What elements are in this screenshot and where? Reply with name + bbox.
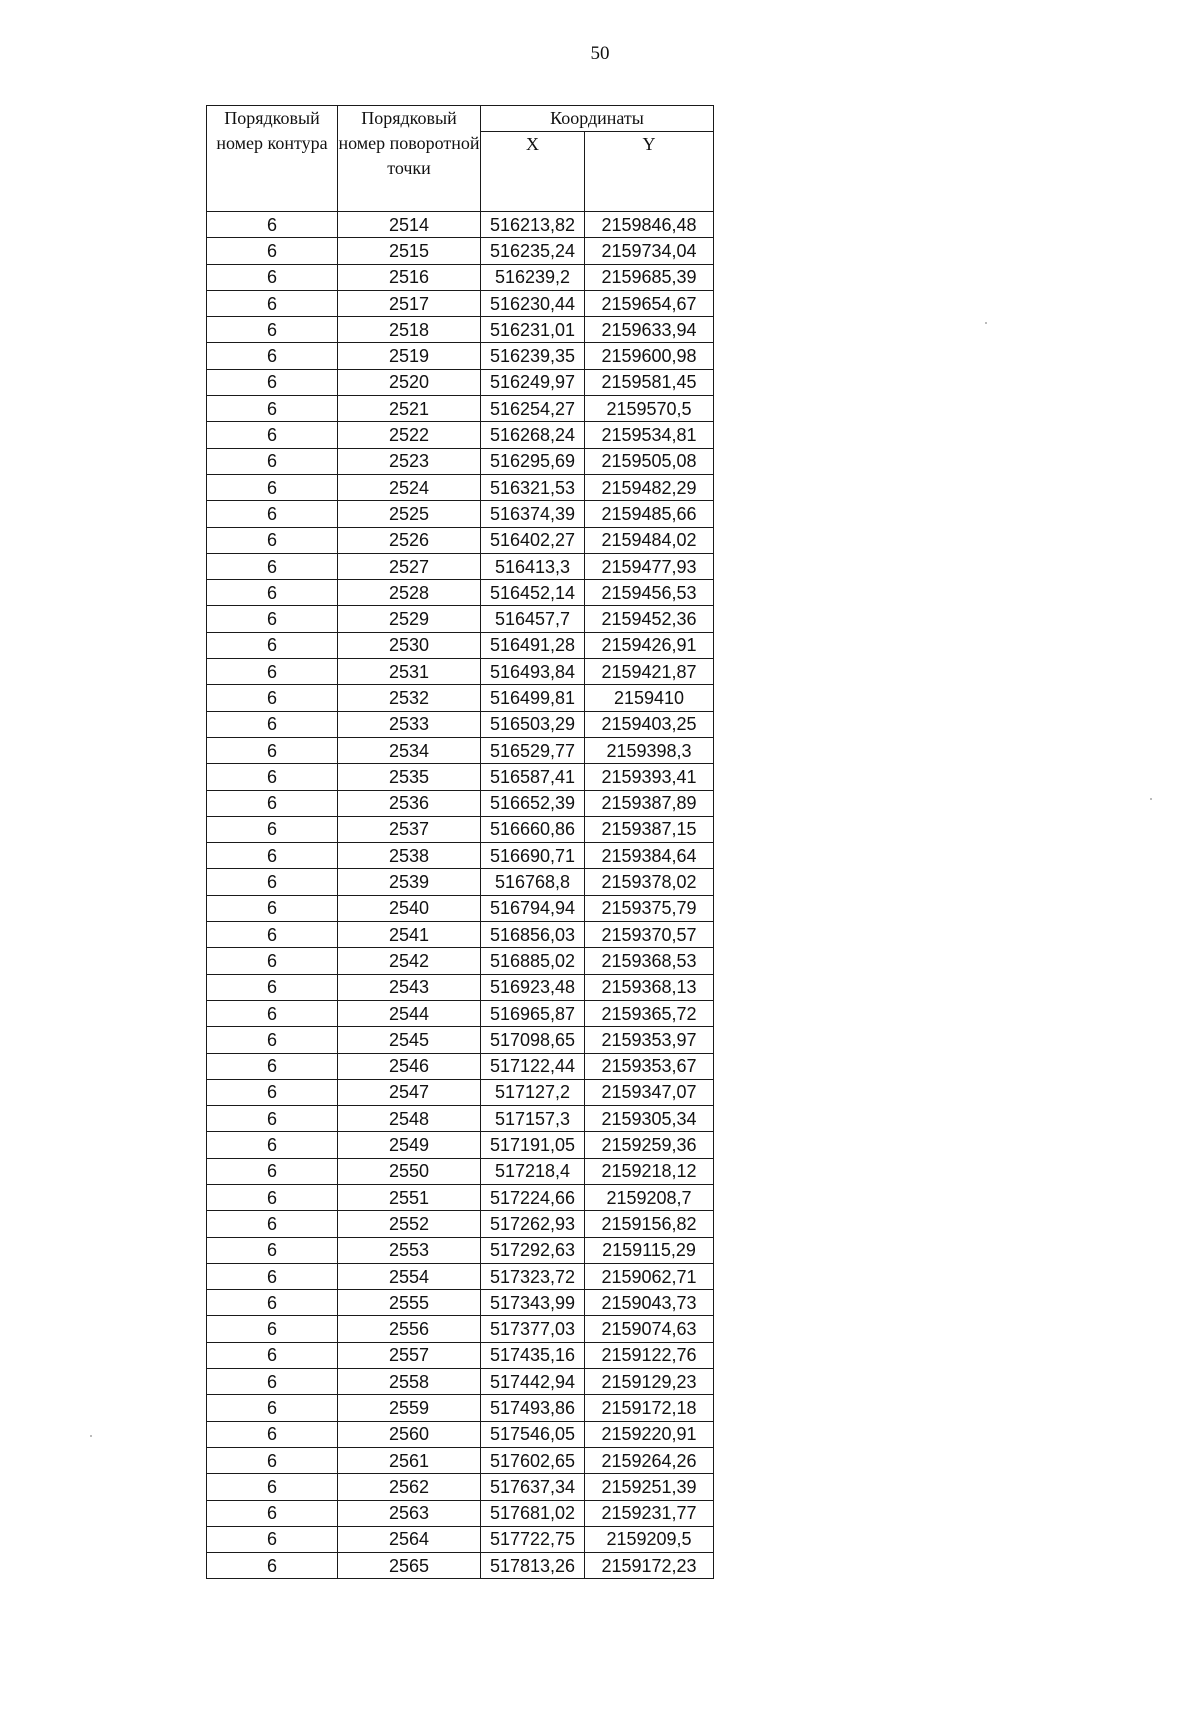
- table-row: [207, 580, 714, 606]
- y-coordinate-cell: 2159581,45: [585, 369, 714, 395]
- point-number-cell: 2540: [338, 895, 481, 921]
- x-coordinate-cell: 516239,35: [481, 343, 585, 369]
- contour-number-cell: 6: [207, 343, 338, 369]
- contour-number-cell: 6: [207, 1263, 338, 1289]
- table-row: [207, 1000, 714, 1026]
- table-row: [207, 1369, 714, 1395]
- table-row: [207, 843, 714, 869]
- x-coordinate-cell: 516249,97: [481, 369, 585, 395]
- contour-number-cell: 6: [207, 422, 338, 448]
- contour-number-cell: 6: [207, 1237, 338, 1263]
- point-number-cell: 2519: [338, 343, 481, 369]
- contour-number-cell: 6: [207, 580, 338, 606]
- point-number-cell: 2558: [338, 1369, 481, 1395]
- table-row: [207, 1526, 714, 1552]
- table-row: [207, 606, 714, 632]
- point-number-cell: 2520: [338, 369, 481, 395]
- point-number-cell: 2514: [338, 212, 481, 238]
- table-row: [207, 1474, 714, 1500]
- y-coordinate-cell: 2159477,93: [585, 553, 714, 579]
- x-coordinate-cell: 516499,81: [481, 685, 585, 711]
- point-number-cell: 2547: [338, 1079, 481, 1105]
- x-coordinate-cell: 516402,27: [481, 527, 585, 553]
- x-coordinate-cell: 517262,93: [481, 1211, 585, 1237]
- contour-number-cell: 6: [207, 1447, 338, 1473]
- x-coordinate-cell: 517435,16: [481, 1342, 585, 1368]
- header-point-number: Порядковый номер поворотной точки: [338, 106, 481, 212]
- point-number-cell: 2532: [338, 685, 481, 711]
- table-row: [207, 474, 714, 500]
- contour-number-cell: 6: [207, 632, 338, 658]
- table-row: [207, 264, 714, 290]
- y-coordinate-cell: 2159370,57: [585, 922, 714, 948]
- x-coordinate-cell: 517224,66: [481, 1184, 585, 1210]
- x-coordinate-cell: 516965,87: [481, 1000, 585, 1026]
- contour-number-cell: 6: [207, 1211, 338, 1237]
- x-coordinate-cell: 516374,39: [481, 501, 585, 527]
- contour-number-cell: 6: [207, 895, 338, 921]
- x-coordinate-cell: 516587,41: [481, 764, 585, 790]
- x-coordinate-cell: 517813,26: [481, 1553, 585, 1579]
- contour-number-cell: 6: [207, 448, 338, 474]
- x-coordinate-cell: 516268,24: [481, 422, 585, 448]
- y-coordinate-cell: 2159633,94: [585, 317, 714, 343]
- table-row: [207, 764, 714, 790]
- y-coordinate-cell: 2159122,76: [585, 1342, 714, 1368]
- y-coordinate-cell: 2159347,07: [585, 1079, 714, 1105]
- header-coordinates: Координаты: [481, 106, 714, 132]
- table-row: [207, 1316, 714, 1342]
- x-coordinate-cell: 517323,72: [481, 1263, 585, 1289]
- y-coordinate-cell: 2159452,36: [585, 606, 714, 632]
- point-number-cell: 2537: [338, 816, 481, 842]
- contour-number-cell: 6: [207, 1184, 338, 1210]
- x-coordinate-cell: 516213,82: [481, 212, 585, 238]
- x-coordinate-cell: 516413,3: [481, 553, 585, 579]
- x-coordinate-cell: 516239,2: [481, 264, 585, 290]
- table-row: [207, 369, 714, 395]
- y-coordinate-cell: 2159353,67: [585, 1053, 714, 1079]
- y-coordinate-cell: 2159378,02: [585, 869, 714, 895]
- point-number-cell: 2565: [338, 1553, 481, 1579]
- y-coordinate-cell: 2159259,36: [585, 1132, 714, 1158]
- point-number-cell: 2550: [338, 1158, 481, 1184]
- x-coordinate-cell: 517218,4: [481, 1158, 585, 1184]
- y-coordinate-cell: 2159410: [585, 685, 714, 711]
- table-row: [207, 317, 714, 343]
- contour-number-cell: 6: [207, 922, 338, 948]
- table-row: [207, 343, 714, 369]
- table-row: [207, 1553, 714, 1579]
- y-coordinate-cell: 2159734,04: [585, 238, 714, 264]
- contour-number-cell: 6: [207, 1395, 338, 1421]
- contour-number-cell: 6: [207, 317, 338, 343]
- y-coordinate-cell: 2159209,5: [585, 1526, 714, 1552]
- y-coordinate-cell: 2159482,29: [585, 474, 714, 500]
- x-coordinate-cell: 516457,7: [481, 606, 585, 632]
- contour-number-cell: 6: [207, 1316, 338, 1342]
- y-coordinate-cell: 2159129,23: [585, 1369, 714, 1395]
- table-row: [207, 1079, 714, 1105]
- y-coordinate-cell: 2159484,02: [585, 527, 714, 553]
- x-coordinate-cell: 516660,86: [481, 816, 585, 842]
- point-number-cell: 2523: [338, 448, 481, 474]
- scan-speck: [90, 1435, 92, 1437]
- contour-number-cell: 6: [207, 1053, 338, 1079]
- contour-number-cell: 6: [207, 501, 338, 527]
- x-coordinate-cell: 516493,84: [481, 659, 585, 685]
- x-coordinate-cell: 516856,03: [481, 922, 585, 948]
- table-row: [207, 1263, 714, 1289]
- table-row: [207, 1342, 714, 1368]
- point-number-cell: 2562: [338, 1474, 481, 1500]
- point-number-cell: 2516: [338, 264, 481, 290]
- point-number-cell: 2553: [338, 1237, 481, 1263]
- table-row: [207, 1132, 714, 1158]
- y-coordinate-cell: 2159208,7: [585, 1184, 714, 1210]
- y-coordinate-cell: 2159353,97: [585, 1027, 714, 1053]
- y-coordinate-cell: 2159218,12: [585, 1158, 714, 1184]
- y-coordinate-cell: 2159534,81: [585, 422, 714, 448]
- y-coordinate-cell: 2159172,18: [585, 1395, 714, 1421]
- point-number-cell: 2518: [338, 317, 481, 343]
- table-row: [207, 1184, 714, 1210]
- y-coordinate-cell: 2159264,26: [585, 1447, 714, 1473]
- point-number-cell: 2535: [338, 764, 481, 790]
- table-row: [207, 501, 714, 527]
- coordinates-table: [206, 105, 714, 1579]
- contour-number-cell: 6: [207, 948, 338, 974]
- table-row: [207, 553, 714, 579]
- y-coordinate-cell: 2159384,64: [585, 843, 714, 869]
- x-coordinate-cell: 517343,99: [481, 1290, 585, 1316]
- point-number-cell: 2545: [338, 1027, 481, 1053]
- table-row: [207, 1237, 714, 1263]
- point-number-cell: 2521: [338, 396, 481, 422]
- point-number-cell: 2534: [338, 737, 481, 763]
- contour-number-cell: 6: [207, 1079, 338, 1105]
- contour-number-cell: 6: [207, 1027, 338, 1053]
- contour-number-cell: 6: [207, 606, 338, 632]
- x-coordinate-cell: 517493,86: [481, 1395, 585, 1421]
- point-number-cell: 2559: [338, 1395, 481, 1421]
- x-coordinate-cell: 517377,03: [481, 1316, 585, 1342]
- table-row: [207, 1211, 714, 1237]
- x-coordinate-cell: 516794,94: [481, 895, 585, 921]
- x-coordinate-cell: 516923,48: [481, 974, 585, 1000]
- point-number-cell: 2526: [338, 527, 481, 553]
- y-coordinate-cell: 2159600,98: [585, 343, 714, 369]
- x-coordinate-cell: 516295,69: [481, 448, 585, 474]
- y-coordinate-cell: 2159570,5: [585, 396, 714, 422]
- table-row: [207, 1290, 714, 1316]
- table-row: [207, 632, 714, 658]
- x-coordinate-cell: 516690,71: [481, 843, 585, 869]
- x-coordinate-cell: 516452,14: [481, 580, 585, 606]
- scan-speck: [985, 322, 987, 324]
- point-number-cell: 2541: [338, 922, 481, 948]
- y-coordinate-cell: 2159387,15: [585, 816, 714, 842]
- x-coordinate-cell: 516885,02: [481, 948, 585, 974]
- header-x: X: [481, 132, 585, 212]
- point-number-cell: 2522: [338, 422, 481, 448]
- x-coordinate-cell: 517157,3: [481, 1106, 585, 1132]
- contour-number-cell: 6: [207, 711, 338, 737]
- contour-number-cell: 6: [207, 816, 338, 842]
- point-number-cell: 2515: [338, 238, 481, 264]
- x-coordinate-cell: 516491,28: [481, 632, 585, 658]
- x-coordinate-cell: 517602,65: [481, 1447, 585, 1473]
- y-coordinate-cell: 2159654,67: [585, 290, 714, 316]
- point-number-cell: 2557: [338, 1342, 481, 1368]
- page-number: 50: [590, 43, 610, 64]
- point-number-cell: 2544: [338, 1000, 481, 1026]
- contour-number-cell: 6: [207, 1500, 338, 1526]
- x-coordinate-cell: 517098,65: [481, 1027, 585, 1053]
- point-number-cell: 2528: [338, 580, 481, 606]
- point-number-cell: 2525: [338, 501, 481, 527]
- table-row: [207, 1500, 714, 1526]
- contour-number-cell: 6: [207, 659, 338, 685]
- x-coordinate-cell: 517127,2: [481, 1079, 585, 1105]
- point-number-cell: 2548: [338, 1106, 481, 1132]
- y-coordinate-cell: 2159485,66: [585, 501, 714, 527]
- contour-number-cell: 6: [207, 369, 338, 395]
- y-coordinate-cell: 2159393,41: [585, 764, 714, 790]
- y-coordinate-cell: 2159043,73: [585, 1290, 714, 1316]
- x-coordinate-cell: 517546,05: [481, 1421, 585, 1447]
- y-coordinate-cell: 2159305,34: [585, 1106, 714, 1132]
- contour-number-cell: 6: [207, 527, 338, 553]
- contour-number-cell: 6: [207, 764, 338, 790]
- table-body: [207, 212, 714, 1579]
- table-row: [207, 448, 714, 474]
- table-row: [207, 527, 714, 553]
- table-row: [207, 290, 714, 316]
- table-row: [207, 1395, 714, 1421]
- contour-number-cell: 6: [207, 1290, 338, 1316]
- point-number-cell: 2539: [338, 869, 481, 895]
- y-coordinate-cell: 2159115,29: [585, 1237, 714, 1263]
- y-coordinate-cell: 2159156,82: [585, 1211, 714, 1237]
- table-row: [207, 1053, 714, 1079]
- contour-number-cell: 6: [207, 1526, 338, 1552]
- point-number-cell: 2542: [338, 948, 481, 974]
- table-row: [207, 685, 714, 711]
- contour-number-cell: 6: [207, 396, 338, 422]
- y-coordinate-cell: 2159231,77: [585, 1500, 714, 1526]
- contour-number-cell: 6: [207, 290, 338, 316]
- point-number-cell: 2560: [338, 1421, 481, 1447]
- y-coordinate-cell: 2159368,53: [585, 948, 714, 974]
- y-coordinate-cell: 2159365,72: [585, 1000, 714, 1026]
- header-y: Y: [585, 132, 714, 212]
- x-coordinate-cell: 516652,39: [481, 790, 585, 816]
- table-row: [207, 396, 714, 422]
- y-coordinate-cell: 2159220,91: [585, 1421, 714, 1447]
- y-coordinate-cell: 2159846,48: [585, 212, 714, 238]
- x-coordinate-cell: 516254,27: [481, 396, 585, 422]
- contour-number-cell: 6: [207, 553, 338, 579]
- contour-number-cell: 6: [207, 1369, 338, 1395]
- table-row: [207, 895, 714, 921]
- contour-number-cell: 6: [207, 474, 338, 500]
- table-row: [207, 238, 714, 264]
- contour-number-cell: 6: [207, 1553, 338, 1579]
- contour-number-cell: 6: [207, 737, 338, 763]
- table-row: [207, 922, 714, 948]
- x-coordinate-cell: 517442,94: [481, 1369, 585, 1395]
- contour-number-cell: 6: [207, 264, 338, 290]
- point-number-cell: 2564: [338, 1526, 481, 1552]
- contour-number-cell: 6: [207, 1106, 338, 1132]
- y-coordinate-cell: 2159074,63: [585, 1316, 714, 1342]
- y-coordinate-cell: 2159421,87: [585, 659, 714, 685]
- table-row: [207, 422, 714, 448]
- contour-number-cell: 6: [207, 1474, 338, 1500]
- table-row: [207, 1158, 714, 1184]
- contour-number-cell: 6: [207, 869, 338, 895]
- point-number-cell: 2538: [338, 843, 481, 869]
- point-number-cell: 2555: [338, 1290, 481, 1316]
- table-row: [207, 659, 714, 685]
- y-coordinate-cell: 2159403,25: [585, 711, 714, 737]
- contour-number-cell: 6: [207, 1342, 338, 1368]
- y-coordinate-cell: 2159685,39: [585, 264, 714, 290]
- point-number-cell: 2552: [338, 1211, 481, 1237]
- contour-number-cell: 6: [207, 1158, 338, 1184]
- y-coordinate-cell: 2159368,13: [585, 974, 714, 1000]
- point-number-cell: 2530: [338, 632, 481, 658]
- point-number-cell: 2527: [338, 553, 481, 579]
- table-row: [207, 212, 714, 238]
- point-number-cell: 2549: [338, 1132, 481, 1158]
- point-number-cell: 2533: [338, 711, 481, 737]
- contour-number-cell: 6: [207, 212, 338, 238]
- contour-number-cell: 6: [207, 238, 338, 264]
- point-number-cell: 2556: [338, 1316, 481, 1342]
- point-number-cell: 2561: [338, 1447, 481, 1473]
- point-number-cell: 2536: [338, 790, 481, 816]
- x-coordinate-cell: 517681,02: [481, 1500, 585, 1526]
- point-number-cell: 2551: [338, 1184, 481, 1210]
- point-number-cell: 2529: [338, 606, 481, 632]
- contour-number-cell: 6: [207, 1000, 338, 1026]
- y-coordinate-cell: 2159456,53: [585, 580, 714, 606]
- y-coordinate-cell: 2159426,91: [585, 632, 714, 658]
- table-row: [207, 1027, 714, 1053]
- x-coordinate-cell: 516231,01: [481, 317, 585, 343]
- point-number-cell: 2531: [338, 659, 481, 685]
- table-row: [207, 737, 714, 763]
- x-coordinate-cell: 517637,34: [481, 1474, 585, 1500]
- y-coordinate-cell: 2159251,39: [585, 1474, 714, 1500]
- y-coordinate-cell: 2159387,89: [585, 790, 714, 816]
- table-row: [207, 869, 714, 895]
- table-row: [207, 1106, 714, 1132]
- contour-number-cell: 6: [207, 843, 338, 869]
- table-row: [207, 790, 714, 816]
- x-coordinate-cell: 517722,75: [481, 1526, 585, 1552]
- x-coordinate-cell: 516503,29: [481, 711, 585, 737]
- contour-number-cell: 6: [207, 790, 338, 816]
- point-number-cell: 2563: [338, 1500, 481, 1526]
- x-coordinate-cell: 516321,53: [481, 474, 585, 500]
- table-row: [207, 816, 714, 842]
- table-row: [207, 1421, 714, 1447]
- x-coordinate-cell: 516768,8: [481, 869, 585, 895]
- x-coordinate-cell: 516235,24: [481, 238, 585, 264]
- y-coordinate-cell: 2159505,08: [585, 448, 714, 474]
- header-contour-number: Порядковый номер контура: [207, 106, 338, 212]
- x-coordinate-cell: 517191,05: [481, 1132, 585, 1158]
- point-number-cell: 2543: [338, 974, 481, 1000]
- contour-number-cell: 6: [207, 1421, 338, 1447]
- x-coordinate-cell: 517292,63: [481, 1237, 585, 1263]
- table-row: [207, 711, 714, 737]
- scan-speck: [1150, 798, 1152, 800]
- table-row: [207, 974, 714, 1000]
- contour-number-cell: 6: [207, 974, 338, 1000]
- x-coordinate-cell: 516529,77: [481, 737, 585, 763]
- y-coordinate-cell: 2159375,79: [585, 895, 714, 921]
- x-coordinate-cell: 517122,44: [481, 1053, 585, 1079]
- contour-number-cell: 6: [207, 1132, 338, 1158]
- y-coordinate-cell: 2159398,3: [585, 737, 714, 763]
- point-number-cell: 2517: [338, 290, 481, 316]
- point-number-cell: 2524: [338, 474, 481, 500]
- point-number-cell: 2546: [338, 1053, 481, 1079]
- y-coordinate-cell: 2159062,71: [585, 1263, 714, 1289]
- x-coordinate-cell: 516230,44: [481, 290, 585, 316]
- table-row: [207, 1447, 714, 1473]
- point-number-cell: 2554: [338, 1263, 481, 1289]
- table-row: [207, 948, 714, 974]
- contour-number-cell: 6: [207, 685, 338, 711]
- y-coordinate-cell: 2159172,23: [585, 1553, 714, 1579]
